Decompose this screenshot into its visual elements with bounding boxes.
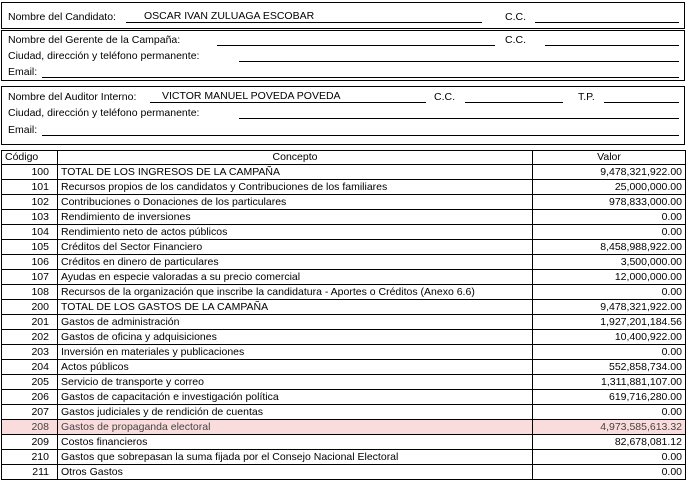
row-concept: Gastos de capacitación e investigación política <box>58 390 533 405</box>
table-row <box>2 255 686 270</box>
row-value: 10,400,922.00 <box>533 330 686 345</box>
row-concept: Costos financieros <box>58 435 533 450</box>
manager-address-label: Ciudad, dirección y teléfono permanente: <box>8 50 200 62</box>
row-code: 206 <box>2 390 58 405</box>
table-row <box>2 360 686 375</box>
row-value: 0.00 <box>533 405 686 420</box>
row-code: 106 <box>2 255 58 270</box>
candidate-name: OSCAR IVAN ZULUAGA ESCOBAR <box>144 10 315 22</box>
candidate-section <box>1 2 685 29</box>
auditor-name-line <box>150 102 426 103</box>
manager-section <box>1 30 685 81</box>
row-value: 0.00 <box>533 225 686 240</box>
candidate-cc-line <box>535 22 679 23</box>
row-code: 211 <box>2 465 58 480</box>
header-concept: Concepto <box>58 151 533 165</box>
row-value: 9,478,321,922.00 <box>533 300 686 315</box>
row-concept: Otros Gastos <box>58 465 533 480</box>
row-concept: Rendimiento neto de actos públicos <box>58 225 533 240</box>
row-value: 25,000,000.00 <box>533 180 686 195</box>
candidate-name-line <box>126 22 482 23</box>
table-row <box>2 240 686 255</box>
auditor-cc-line <box>465 102 563 103</box>
row-code: 108 <box>2 285 58 300</box>
row-code: 102 <box>2 195 58 210</box>
row-value: 82,678,081.12 <box>533 435 686 450</box>
auditor-email-line <box>42 135 679 136</box>
table-row <box>2 195 686 210</box>
row-concept: Rendimiento de inversiones <box>58 210 533 225</box>
auditor-address-line <box>239 118 679 119</box>
row-concept: Actos públicos <box>58 360 533 375</box>
row-concept: TOTAL DE LOS GASTOS DE LA CAMPAÑA <box>58 300 533 315</box>
table-row <box>2 405 686 420</box>
row-value: 0.00 <box>533 450 686 465</box>
table-header-row <box>2 151 686 165</box>
auditor-section <box>1 86 685 145</box>
row-concept: Créditos en dinero de particulares <box>58 255 533 270</box>
row-code: 105 <box>2 240 58 255</box>
row-code: 207 <box>2 405 58 420</box>
row-code: 210 <box>2 450 58 465</box>
candidate-label: Nombre del Candidato: <box>8 11 116 23</box>
manager-name-label: Nombre del Gerente de la Campaña: <box>8 34 181 46</box>
row-value: 12,000,000.00 <box>533 270 686 285</box>
manager-address-line <box>239 61 679 62</box>
row-concept: Gastos de oficina y adquisiciones <box>58 330 533 345</box>
manager-name-line <box>217 45 495 46</box>
row-concept: Recursos de la organización que inscribe la candidatura - Aportes o Créditos (Anexo 6.6) <box>58 285 533 300</box>
row-concept: Gastos de administración <box>58 315 533 330</box>
auditor-name-label: Nombre del Auditor Interno: <box>8 91 137 103</box>
candidate-cc-label: C.C. <box>505 11 526 23</box>
row-concept: Gastos judiciales y de rendición de cuentas <box>58 405 533 420</box>
row-concept: Inversión en materiales y publicaciones <box>58 345 533 360</box>
row-value: 8,458,988,922.00 <box>533 240 686 255</box>
table-row <box>2 420 686 435</box>
table-row <box>2 165 686 180</box>
row-value: 0.00 <box>533 285 686 300</box>
auditor-cc-label: C.C. <box>434 91 455 103</box>
row-concept: Servicio de transporte y correo <box>58 375 533 390</box>
row-value: 3,500,000.00 <box>533 255 686 270</box>
table-row <box>2 345 686 360</box>
row-code: 100 <box>2 165 58 180</box>
auditor-email-label: Email: <box>8 124 38 136</box>
row-value: 0.00 <box>533 210 686 225</box>
auditor-address-label: Ciudad, dirección y teléfono permanente: <box>8 107 200 119</box>
table-row <box>2 390 686 405</box>
table-row <box>2 375 686 390</box>
row-code: 107 <box>2 270 58 285</box>
row-value: 1,311,881,107.00 <box>533 375 686 390</box>
table-row <box>2 225 686 240</box>
table-row <box>2 210 686 225</box>
row-code: 200 <box>2 300 58 315</box>
manager-cc-label: C.C. <box>505 34 526 46</box>
row-code: 202 <box>2 330 58 345</box>
header-value: Valor <box>533 151 686 165</box>
table-row <box>2 450 686 465</box>
auditor-tp-label: T.P. <box>578 91 595 103</box>
table-row <box>2 315 686 330</box>
row-value: 0.00 <box>533 345 686 360</box>
row-value: 0.00 <box>533 465 686 480</box>
table-row <box>2 285 686 300</box>
manager-cc-line <box>545 45 679 46</box>
row-concept: Gastos de propaganda electoral <box>58 420 533 435</box>
row-code: 203 <box>2 345 58 360</box>
manager-email-label: Email: <box>8 66 38 78</box>
row-concept: Ayudas en especie valoradas a su precio comercial <box>58 270 533 285</box>
table-row <box>2 330 686 345</box>
header-code: Código <box>2 151 58 165</box>
table-row <box>2 435 686 450</box>
row-code: 104 <box>2 225 58 240</box>
table-row <box>2 465 686 480</box>
row-value: 552,858,734.00 <box>533 360 686 375</box>
row-value: 9,478,321,922.00 <box>533 165 686 180</box>
row-concept: Gastos que sobrepasan la suma fijada por el Consejo Nacional Electoral <box>58 450 533 465</box>
row-value: 978,833,000.00 <box>533 195 686 210</box>
row-value: 1,927,201,184.56 <box>533 315 686 330</box>
row-code: 208 <box>2 420 58 435</box>
row-concept: Contribuciones o Donaciones de los particulares <box>58 195 533 210</box>
row-value: 4,973,585,613.32 <box>533 420 686 435</box>
row-code: 205 <box>2 375 58 390</box>
financial-table <box>1 150 686 480</box>
row-code: 101 <box>2 180 58 195</box>
row-concept: TOTAL DE LOS INGRESOS DE LA CAMPAÑA <box>58 165 533 180</box>
table-row <box>2 270 686 285</box>
row-code: 103 <box>2 210 58 225</box>
table-body <box>2 165 686 480</box>
auditor-tp-line <box>604 102 679 103</box>
table-row <box>2 300 686 315</box>
row-value: 619,716,280.00 <box>533 390 686 405</box>
row-code: 209 <box>2 435 58 450</box>
row-concept: Recursos propios de los candidatos y Contribuciones de los familiares <box>58 180 533 195</box>
row-code: 204 <box>2 360 58 375</box>
row-code: 201 <box>2 315 58 330</box>
table-row <box>2 180 686 195</box>
auditor-name: VICTOR MANUEL POVEDA POVEDA <box>162 90 341 102</box>
manager-email-line <box>42 77 679 78</box>
row-concept: Créditos del Sector Financiero <box>58 240 533 255</box>
